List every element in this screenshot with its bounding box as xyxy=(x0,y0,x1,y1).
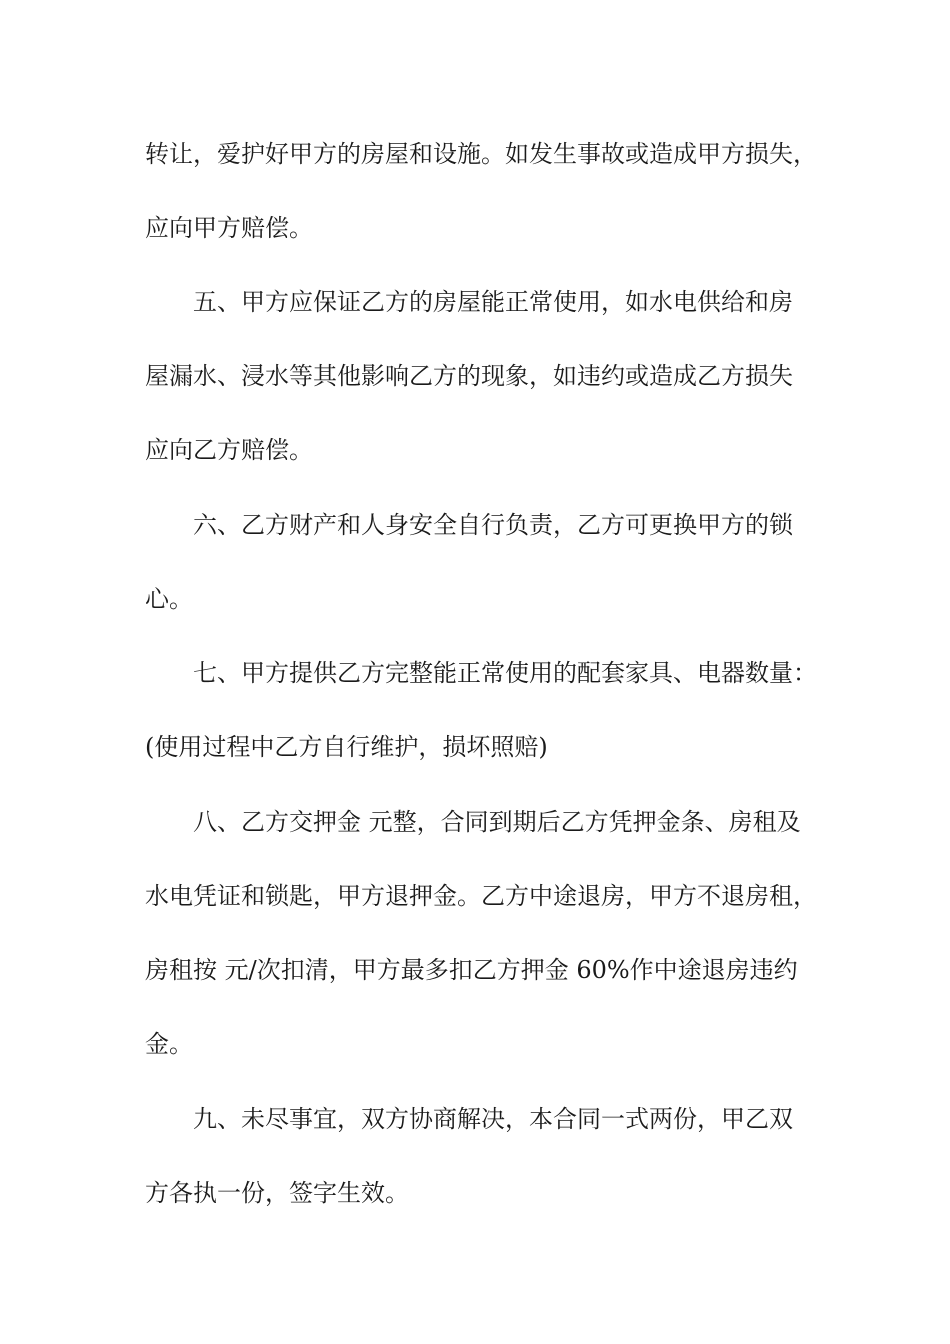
paragraph-4-line-1: 水电凭证和锁匙，甲方退押金。乙方中途退房，甲方不退房租， xyxy=(145,882,817,910)
paragraph-3-line-1: (使用过程中乙方自行维护，损坏照赔) xyxy=(145,733,548,761)
paragraph-4-line-3: 金。 xyxy=(145,1030,193,1058)
paragraph-4-line-2: 房租按 元/次扣清，甲方最多扣乙方押金 60%作中途退房违约 xyxy=(145,956,798,984)
paragraph-3-line-0: 七、甲方提供乙方完整能正常使用的配套家具、电器数量： xyxy=(193,659,817,687)
paragraph-2-line-0: 六、乙方财产和人身安全自行负责，乙方可更换甲方的锁 xyxy=(193,511,793,539)
paragraph-1-line-2: 应向乙方赔偿。 xyxy=(145,436,313,464)
paragraph-5-line-0: 九、未尽事宜，双方协商解决，本合同一式两份，甲乙双 xyxy=(193,1105,793,1133)
paragraph-5-line-1: 方各执一份，签字生效。 xyxy=(145,1179,409,1207)
paragraph-0-line-0: 转让，爱护好甲方的房屋和设施。如发生事故或造成甲方损失， xyxy=(145,140,817,168)
paragraph-1-line-1: 屋漏水、浸水等其他影响乙方的现象，如违约或造成乙方损失 xyxy=(145,362,793,390)
paragraph-1-line-0: 五、甲方应保证乙方的房屋能正常使用，如水电供给和房 xyxy=(193,288,793,316)
paragraph-4-line-0: 八、乙方交押金 元整，合同到期后乙方凭押金条、房租及 xyxy=(193,808,801,836)
paragraph-2-line-1: 心。 xyxy=(145,585,193,613)
paragraph-0-line-1: 应向甲方赔偿。 xyxy=(145,214,313,242)
